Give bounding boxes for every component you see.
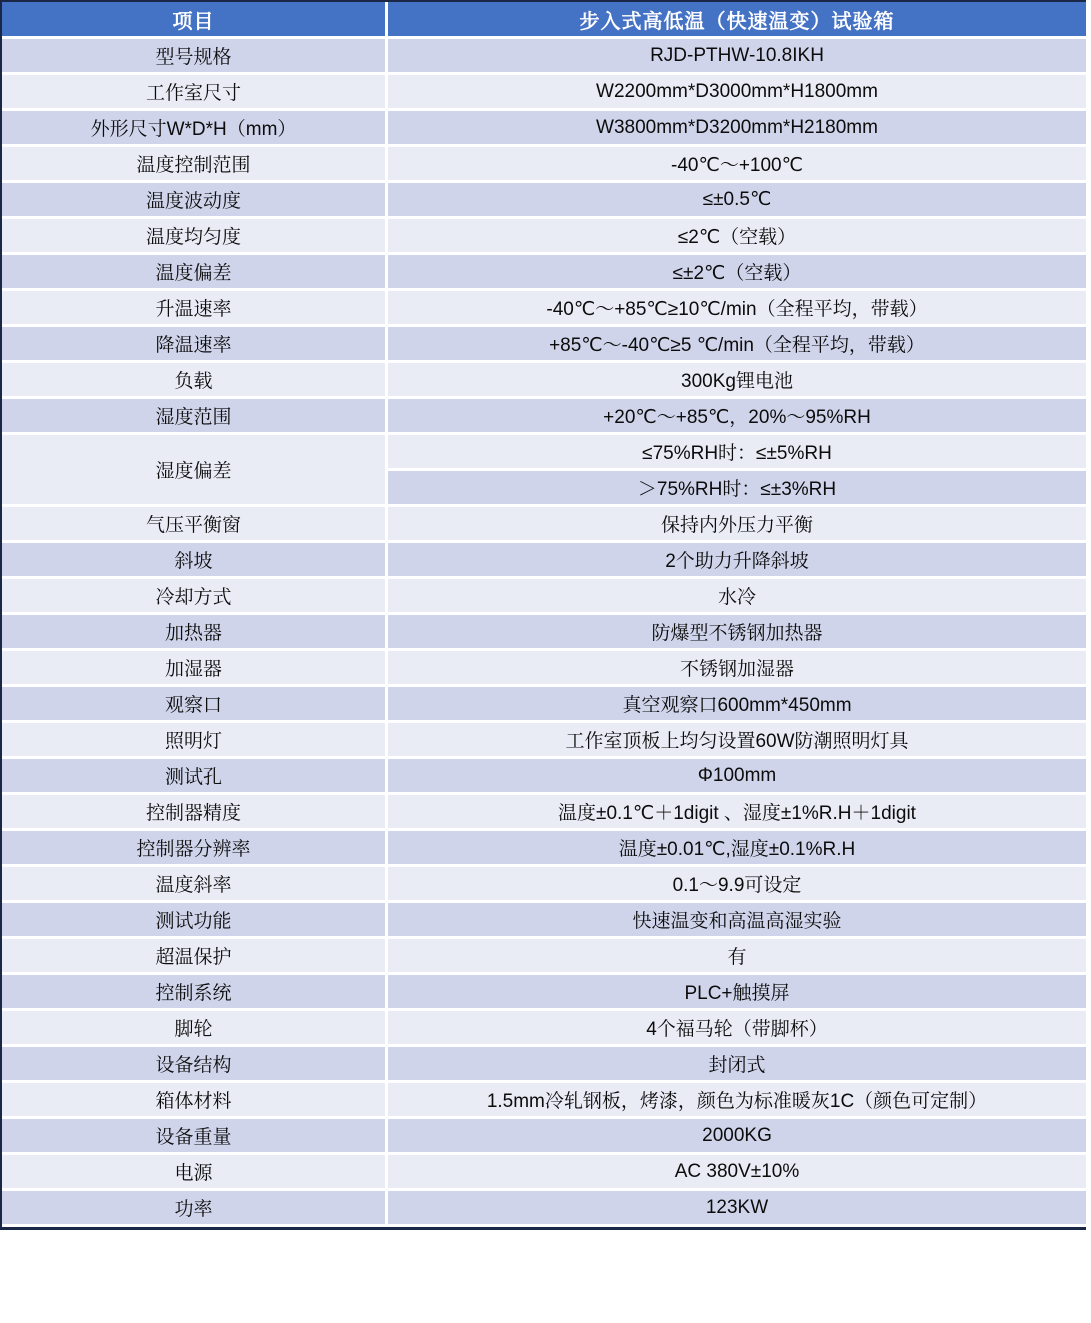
row-value: 温度±0.01℃,湿度±0.1%R.H (388, 831, 1086, 867)
row-value: PLC+触摸屏 (388, 975, 1086, 1011)
row-value: 不锈钢加湿器 (388, 651, 1086, 687)
table-row (2, 795, 1086, 831)
table-row (2, 147, 1086, 183)
row-value: 防爆型不锈钢加热器 (388, 615, 1086, 651)
row-value: 温度±0.1℃＋1digit 、湿度±1%R.H＋1digit (388, 795, 1086, 831)
row-value: 4个福马轮（带脚杯） (388, 1011, 1086, 1047)
row-value: RJD-PTHW-10.8IKH (388, 39, 1086, 75)
row-value: 123KW (388, 1191, 1086, 1227)
row-label: 电源 (2, 1155, 388, 1191)
table-row (2, 975, 1086, 1011)
table-row (2, 291, 1086, 327)
table-row (2, 1191, 1086, 1227)
row-label: 斜坡 (2, 543, 388, 579)
row-label: 气压平衡窗 (2, 507, 388, 543)
table-row-split-1 (2, 435, 1086, 471)
table-row (2, 867, 1086, 903)
row-value: ≤±2℃（空载） (388, 255, 1086, 291)
row-label: 功率 (2, 1191, 388, 1227)
table-row (2, 183, 1086, 219)
row-value: AC 380V±10% (388, 1155, 1086, 1191)
row-label: 观察口 (2, 687, 388, 723)
table-row (2, 507, 1086, 543)
table-row (2, 1011, 1086, 1047)
row-label: 温度斜率 (2, 867, 388, 903)
row-value: 快速温变和高温高湿实验 (388, 903, 1086, 939)
table-row (2, 651, 1086, 687)
table-row (2, 1155, 1086, 1191)
row-label: 温度均匀度 (2, 219, 388, 255)
row-value: ≤±0.5℃ (388, 183, 1086, 219)
table-row (2, 327, 1086, 363)
row-label: 测试孔 (2, 759, 388, 795)
row-label: 设备重量 (2, 1119, 388, 1155)
row-value: 保持内外压力平衡 (388, 507, 1086, 543)
row-label: 加湿器 (2, 651, 388, 687)
row-value: W3800mm*D3200mm*H2180mm (388, 111, 1086, 147)
row-value: 1.5mm冷轧钢板，烤漆，颜色为标准暖灰1C（颜色可定制） (388, 1083, 1086, 1119)
row-value: -40℃～+100℃ (388, 147, 1086, 183)
table-row (2, 255, 1086, 291)
row-label: 外形尺寸W*D*H（mm） (2, 111, 388, 147)
spec-table (2, 2, 1086, 1227)
header-value-column: 步入式高低温（快速温变）试验箱 (388, 2, 1086, 39)
row-label: 控制器分辨率 (2, 831, 388, 867)
row-value: +85℃～-40℃≥5 ℃/min（全程平均，带载） (388, 327, 1086, 363)
table-row (2, 111, 1086, 147)
table-row (2, 579, 1086, 615)
row-label: 温度控制范围 (2, 147, 388, 183)
row-value: 2000KG (388, 1119, 1086, 1155)
row-label: 工作室尺寸 (2, 75, 388, 111)
header-item-column: 项目 (2, 2, 388, 39)
table-row (2, 723, 1086, 759)
table-row (2, 1047, 1086, 1083)
row-label: 温度波动度 (2, 183, 388, 219)
row-label: 设备结构 (2, 1047, 388, 1083)
row-value: 封闭式 (388, 1047, 1086, 1083)
table-row (2, 1083, 1086, 1119)
row-label: 冷却方式 (2, 579, 388, 615)
row-value: W2200mm*D3000mm*H1800mm (388, 75, 1086, 111)
table-row (2, 363, 1086, 399)
table-row (2, 903, 1086, 939)
row-value: 0.1～9.9可设定 (388, 867, 1086, 903)
table-row (2, 687, 1086, 723)
table-row (2, 75, 1086, 111)
row-value-sub2: ＞75%RH时：≤±3%RH (388, 471, 1086, 507)
table-row (2, 759, 1086, 795)
row-value: 有 (388, 939, 1086, 975)
row-label: 测试功能 (2, 903, 388, 939)
table-row (2, 939, 1086, 975)
row-value: -40℃～+85℃≥10℃/min（全程平均，带载） (388, 291, 1086, 327)
row-label: 脚轮 (2, 1011, 388, 1047)
row-value: 工作室顶板上均匀设置60W防潮照明灯具 (388, 723, 1086, 759)
table-row (2, 615, 1086, 651)
row-label: 箱体材料 (2, 1083, 388, 1119)
row-label: 控制器精度 (2, 795, 388, 831)
row-value-sub1: ≤75%RH时：≤±5%RH (388, 435, 1086, 471)
row-value: +20℃～+85℃，20%～95%RH (388, 399, 1086, 435)
table-row (2, 219, 1086, 255)
header-row (2, 2, 1086, 39)
row-label: 湿度范围 (2, 399, 388, 435)
row-value: ≤2℃（空载） (388, 219, 1086, 255)
row-label: 加热器 (2, 615, 388, 651)
row-label: 照明灯 (2, 723, 388, 759)
table-row (2, 543, 1086, 579)
row-value: 2个助力升降斜坡 (388, 543, 1086, 579)
row-label: 负载 (2, 363, 388, 399)
row-label: 温度偏差 (2, 255, 388, 291)
row-label: 控制系统 (2, 975, 388, 1011)
row-label: 降温速率 (2, 327, 388, 363)
row-label-merged: 湿度偏差 (2, 435, 388, 507)
row-value: Φ100mm (388, 759, 1086, 795)
row-value: 300Kg锂电池 (388, 363, 1086, 399)
table-row (2, 831, 1086, 867)
table-row (2, 399, 1086, 435)
row-value: 水冷 (388, 579, 1086, 615)
table-row (2, 1119, 1086, 1155)
row-value: 真空观察口600mm*450mm (388, 687, 1086, 723)
row-label: 超温保护 (2, 939, 388, 975)
row-label: 升温速率 (2, 291, 388, 327)
table-row (2, 39, 1086, 75)
row-label: 型号规格 (2, 39, 388, 75)
